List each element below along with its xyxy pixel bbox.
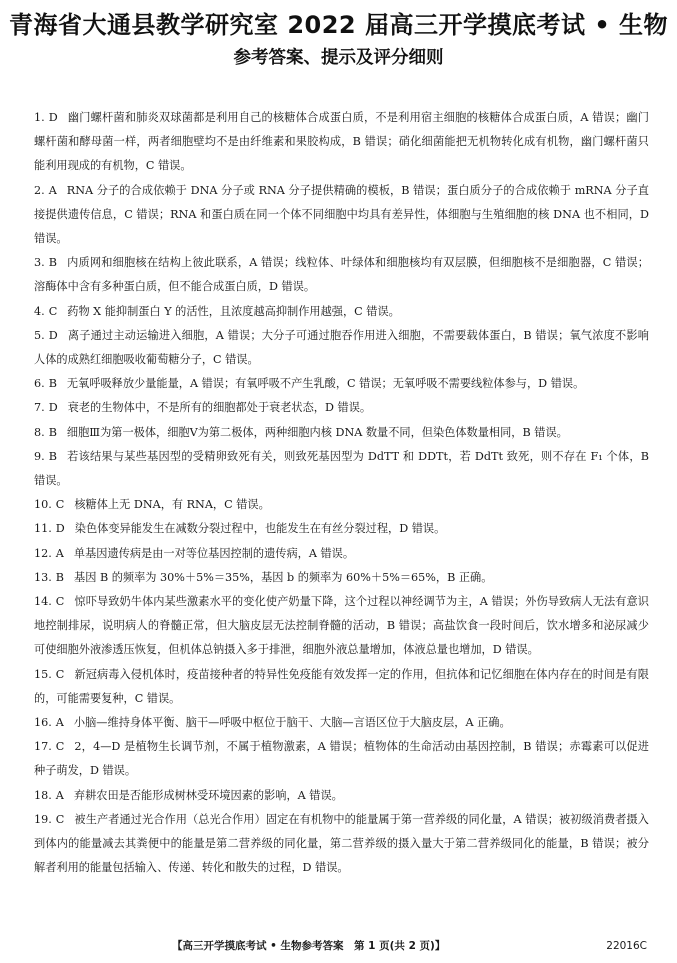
answer-item (34, 808, 649, 881)
answer-letter: B (48, 449, 57, 463)
answer-explanation: 内质网和细胞核在结构上彼此联系，A 错误；线粒体、叶绿体和细胞核均有双层膜，但细胞核不是细胞器，C 错误；溶酶体中含有多种蛋白质，但不能合成蛋白质，D 错误。 (34, 256, 649, 294)
footer-exam-code: 22016C (606, 940, 647, 952)
question-number: 10. (34, 498, 52, 512)
answer-explanation: 药物 X 能抑制蛋白 Y 的活性，且浓度越高抑制作用越强，C 错误。 (67, 304, 400, 318)
answer-letter: C (55, 740, 65, 754)
question-number: 9. (34, 449, 45, 463)
answer-letter: A (55, 788, 64, 802)
answer-explanation: 核糖体上无 DNA，有 RNA，C 错误。 (74, 498, 270, 512)
question-number: 17. (34, 740, 52, 754)
answer-explanation: 基因 B 的频率为 30%＋5%＝35%，基因 b 的频率为 60%＋5%＝65%，B 正确。 (74, 570, 493, 584)
answer-explanation: 新冠病毒入侵机体时，疫苗接种者的特异性免疫能有效发挥一定的作用，但抗体和记忆细胞在体内存在的时间是有限的，可能需要复种，C 错误。 (34, 667, 649, 705)
page-title: 青海省大通县教学研究室 2022 届高三开学摸底考试 • 生物 (8, 11, 669, 39)
answer-item (34, 324, 649, 372)
answer-item (34, 300, 649, 324)
question-number: 19. (34, 812, 52, 826)
page-subtitle: 参考答案、提示及评分细则 (233, 48, 444, 68)
answer-item (34, 517, 649, 541)
question-number: 12. (34, 546, 52, 560)
question-number: 4. (34, 304, 45, 318)
answer-letter: A (55, 716, 64, 730)
answer-explanation: 单基因遗传病是由一对等位基因控制的遗传病，A 错误。 (73, 546, 355, 560)
answer-explanation: 被生产者通过光合作用（总光合作用）固定在有机物中的能量属于第一营养级的同化量，A 错误；被初级消费者摄入到体内的能量减去其粪便中的能量是第二营养级的同化量，第二营养级的摄入量大于第二营养级同化的能量，B 错误；被分解者利用的能量包括输入、传递、转化和散失的过程，D 错误。 (34, 812, 649, 875)
answer-explanation: 细胞Ⅲ为第一极体，细胞Ⅴ为第二极体，两种细胞内核 DNA 数量不同，但染色体数量相同，B 错误。 (66, 425, 568, 439)
answer-item (34, 493, 649, 517)
question-number: 7. (34, 401, 45, 415)
answer-item (34, 106, 649, 179)
question-number: 1. (34, 111, 45, 124)
answer-item (34, 396, 649, 420)
question-number: 6. (34, 377, 45, 391)
answer-letter: D (48, 111, 58, 124)
answer-item (34, 372, 649, 396)
answer-item (34, 566, 649, 590)
answer-letter: B (55, 570, 65, 584)
answer-explanation: 无氧呼吸释放少量能量，A 错误；有氧呼吸不产生乳酸，C 错误；无氧呼吸不需要线粒体参与，D 错误。 (66, 377, 585, 391)
answer-explanation: 若该结果与某些基因型的受精卵致死有关，则致死基因型为 DdTT 和 DDTt，若 DdTt 致死，则不存在 F₁ 个体，B 错误。 (34, 449, 649, 488)
footer-page-info: 【高三开学摸底考试 • 生物参考答案 第 1 页(共 2 页)】 (172, 940, 446, 952)
answer-list (34, 106, 649, 881)
page-footer (0, 937, 677, 955)
answer-letter: D (48, 328, 58, 342)
answer-item (34, 735, 649, 783)
answer-letter: C (55, 595, 65, 609)
question-number: 15. (34, 667, 52, 681)
question-number: 2. (34, 183, 45, 197)
question-number: 16. (34, 716, 52, 730)
answer-item (34, 542, 649, 566)
answer-item (34, 179, 649, 252)
answer-item (34, 445, 649, 493)
answer-explanation: 惊吓导致奶牛体内某些激素水平的变化使产奶量下降，这个过程以神经调节为主，A 错误；外伤导致病人无法有意识地控制排尿，说明病人的脊髓正常，但大脑皮层无法控制脊髓的活动，B 错误；高盐饮食一段时间后，饮水增多和泌尿减少可使细胞外液渗透压恢复，但机体总钠摄入多于排泄，细胞外液总量增加，体液总量也增加，D 错误。 (34, 595, 649, 657)
question-number: 8. (34, 425, 45, 439)
question-number: 11. (34, 522, 52, 536)
answer-letter: D (55, 522, 65, 536)
answer-item (34, 251, 649, 299)
question-number: 14. (34, 595, 52, 609)
answer-explanation: 弃耕农田是否能形成树林受环境因素的影响，A 错误。 (73, 788, 343, 802)
answer-explanation: 染色体变异能发生在减数分裂过程中，也能发生在有丝分裂过程，D 错误。 (74, 522, 446, 536)
answer-explanation: 幽门螺杆菌和肺炎双球菌都是利用自己的核糖体合成蛋白质，不是利用宿主细胞的核糖体合成蛋白质，A 错误；幽门螺杆菌和酵母菌一样，两者细胞壁均不是由纤维素和果胶构成，B 错误；硝化细菌能把无机物转化成有机物，幽门螺杆菌只能利用现成的有机物，C 错误。 (34, 111, 649, 173)
question-number: 5. (34, 328, 45, 342)
answer-explanation: 小脑—维持身体平衡、脑干—呼吸中枢位于脑干、大脑—言语区位于大脑皮层，A 正确。 (73, 716, 511, 730)
answer-explanation: 2，4—D 是植物生长调节剂，不属于植物激素，A 错误；植物体的生命活动由基因控制，B 错误；赤霉素可以促进种子萌发，D 错误。 (34, 740, 649, 778)
answer-item (34, 590, 649, 663)
answer-letter: C (55, 498, 65, 512)
question-number: 13. (34, 570, 52, 584)
answer-letter: B (48, 377, 57, 391)
question-number: 18. (34, 788, 52, 802)
answer-item (34, 711, 649, 735)
answer-item (34, 784, 649, 808)
answer-letter: B (48, 425, 57, 439)
answer-item (34, 421, 649, 445)
question-number: 3. (34, 256, 45, 270)
answer-item (34, 663, 649, 711)
answer-letter: A (55, 546, 64, 560)
answer-explanation: RNA 分子的合成依赖于 DNA 分子或 RNA 分子提供精确的模板，B 错误；蛋白质分子的合成依赖于 mRNA 分子直接提供遗传信息，C 错误；RNA 和蛋白质在同一个体不同细胞中均具有差异性，体细胞与生殖细胞的核 DNA 也不相同，D 错误。 (34, 183, 649, 246)
answer-letter: A (48, 183, 57, 197)
answer-explanation: 衰老的生物体中，不是所有的细胞都处于衰老状态，D 错误。 (67, 401, 372, 415)
answer-letter: D (48, 401, 58, 415)
answer-explanation: 离子通过主动运输进入细胞，A 错误；大分子可通过胞吞作用进入细胞，不需要载体蛋白，B 错误；氧气浓度不影响人体的成熟红细胞吸收葡萄糖分子，C 错误。 (34, 328, 649, 367)
answer-letter: C (48, 304, 58, 318)
answer-letter: B (48, 256, 57, 270)
answer-letter: C (55, 667, 65, 681)
answer-letter: C (55, 812, 65, 826)
